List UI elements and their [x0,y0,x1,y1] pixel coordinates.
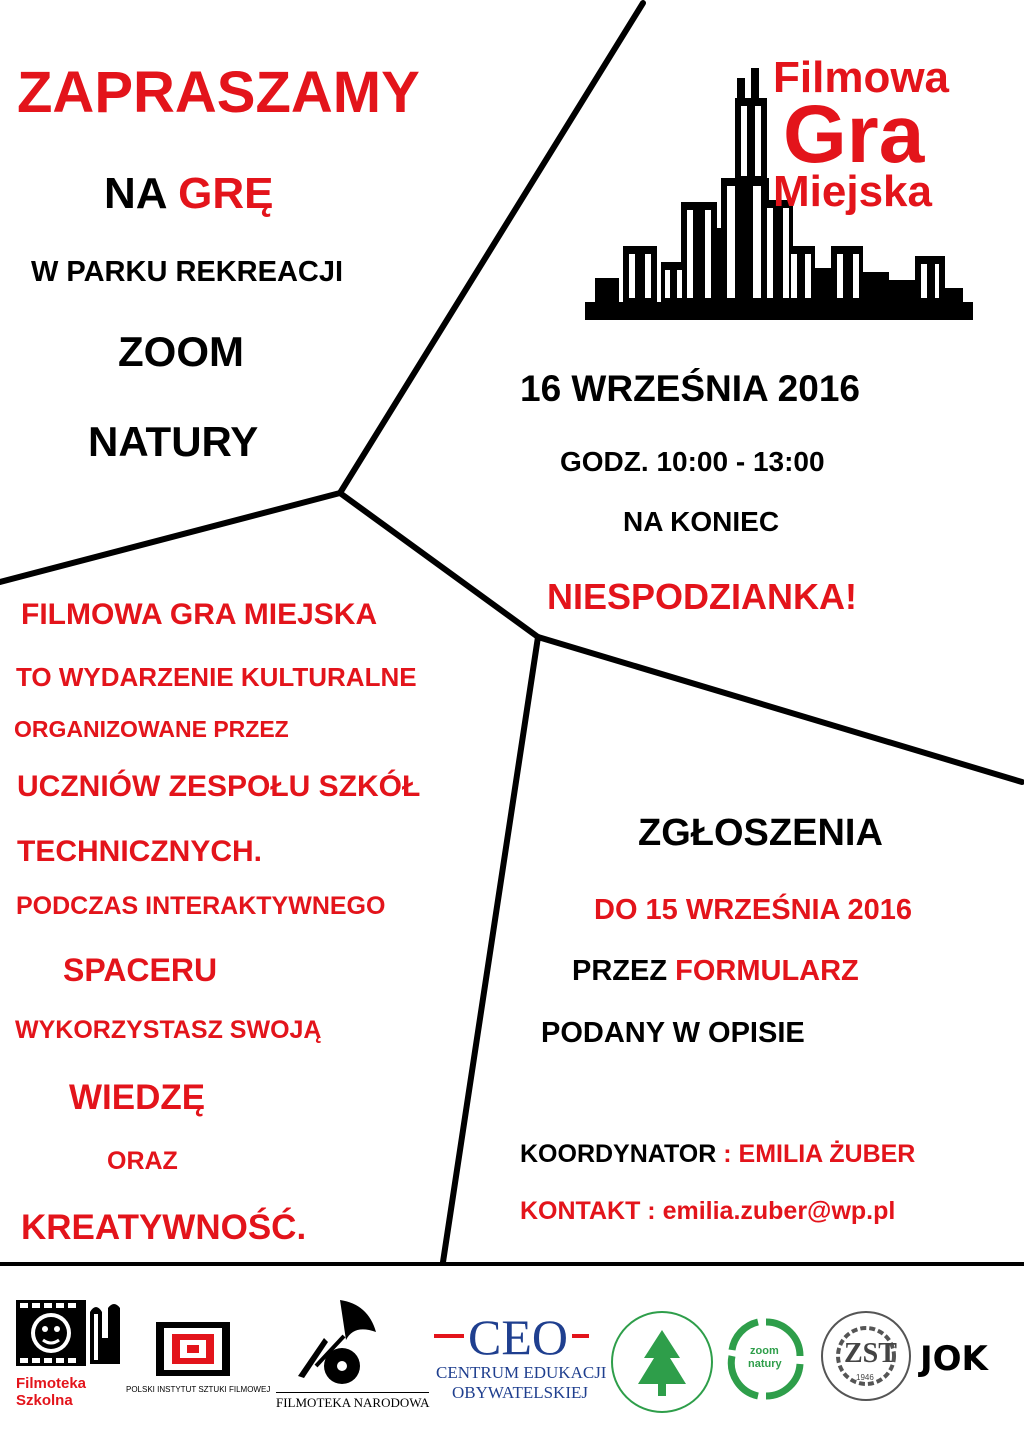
pisf-logo [126,1320,276,1400]
registration-title: ZGŁOSZENIA [638,812,883,854]
lgd-name [608,1308,609,1309]
contact-email: KONTAKT : emilia.zuber@wp.pl [520,1197,896,1225]
logo-line-gra: Gra [783,89,925,180]
jok-logo: JOK [920,1339,988,1379]
zoom-natury-line2: natury [748,1358,782,1370]
registration-given: PODANY W OPISIE [541,1017,805,1049]
description-line: TO WYDARZENIE KULTURALNE [16,662,417,692]
divider-line-left [0,493,340,582]
description-line: FILMOWA GRA MIEJSKA [21,598,378,631]
event-end: NA KONIEC [623,506,780,537]
filmowa-gra-miejska-logo [585,50,975,322]
zoom-natury-logo [726,1316,806,1404]
gramophone-icon [276,1296,400,1388]
description-line: WIEDZĘ [69,1078,206,1117]
ceo-mark: CEO [464,1312,572,1362]
event-surprise: NIESPODZIANKA! [547,576,858,617]
ceo-logo [434,1309,607,1412]
lgd-lesny-krag-logo [608,1308,716,1416]
zst-mark: ZST [844,1338,897,1369]
description-line: ORAZ [107,1147,178,1175]
ceo-line2: OBYWATELSKIEJ [452,1383,588,1402]
park-text: W PARKU REKREACJI [31,256,344,288]
headline-na-gre: NA GRĘ [104,169,274,218]
filmstrip-face-icon [16,1298,122,1372]
description-line: KREATYWNOŚĆ. [21,1208,307,1247]
natury-text: NATURY [88,418,259,465]
pisf-square-icon [126,1320,276,1380]
divider-line-vertical [443,637,538,1262]
zst-logo [818,1306,914,1416]
filmoteka-szkolna-line1: Filmoteka [16,1375,87,1392]
filmoteka-szkolna-logo [16,1298,122,1410]
logo-line-filmowa: Filmowa [773,53,950,102]
ceo-line1: CENTRUM EDUKACJI [436,1363,607,1382]
description-line: ORGANIZOWANE PRZEZ [14,716,289,742]
description-line: TECHNICZNYCH. [17,835,262,868]
headline-zapraszamy: ZAPRASZAMY [17,60,420,125]
tree-seal-icon [608,1308,716,1416]
registration-deadline: DO 15 WRZEŚNIA 2016 [594,894,913,926]
zst-ring-text [818,1306,819,1307]
divider-line-right [538,637,1022,782]
filmoteka-narodowa-logo [276,1296,430,1414]
zst-year: 1946 [856,1373,874,1382]
description-line: SPACERU [63,952,218,988]
pisf-name: POLSKI INSTYTUT SZTUKI FILMOWEJ [126,1385,271,1394]
coordinator: KOORDYNATOR : EMILIA ŻUBER [520,1140,916,1168]
filmoteka-szkolna-line2: Szkolna [16,1392,73,1409]
event-date: 16 WRZEŚNIA 2016 [520,368,860,409]
registration-via: PRZEZ FORMULARZ [572,955,859,987]
logo-line-miejska: Miejska [773,167,932,216]
description-line: WYKORZYSTASZ SWOJĄ [15,1016,322,1044]
zoom-text: ZOOM [118,328,244,375]
description-line: UCZNIÓW ZESPOŁU SZKÓŁ [17,770,421,803]
fn-name: FILMOTEKA NARODOWA [276,1392,429,1409]
event-time: GODZ. 10:00 - 13:00 [560,446,825,477]
description-line: PODCZAS INTERAKTYWNEGO [16,892,386,920]
zoom-natury-line1: zoom [750,1345,779,1357]
